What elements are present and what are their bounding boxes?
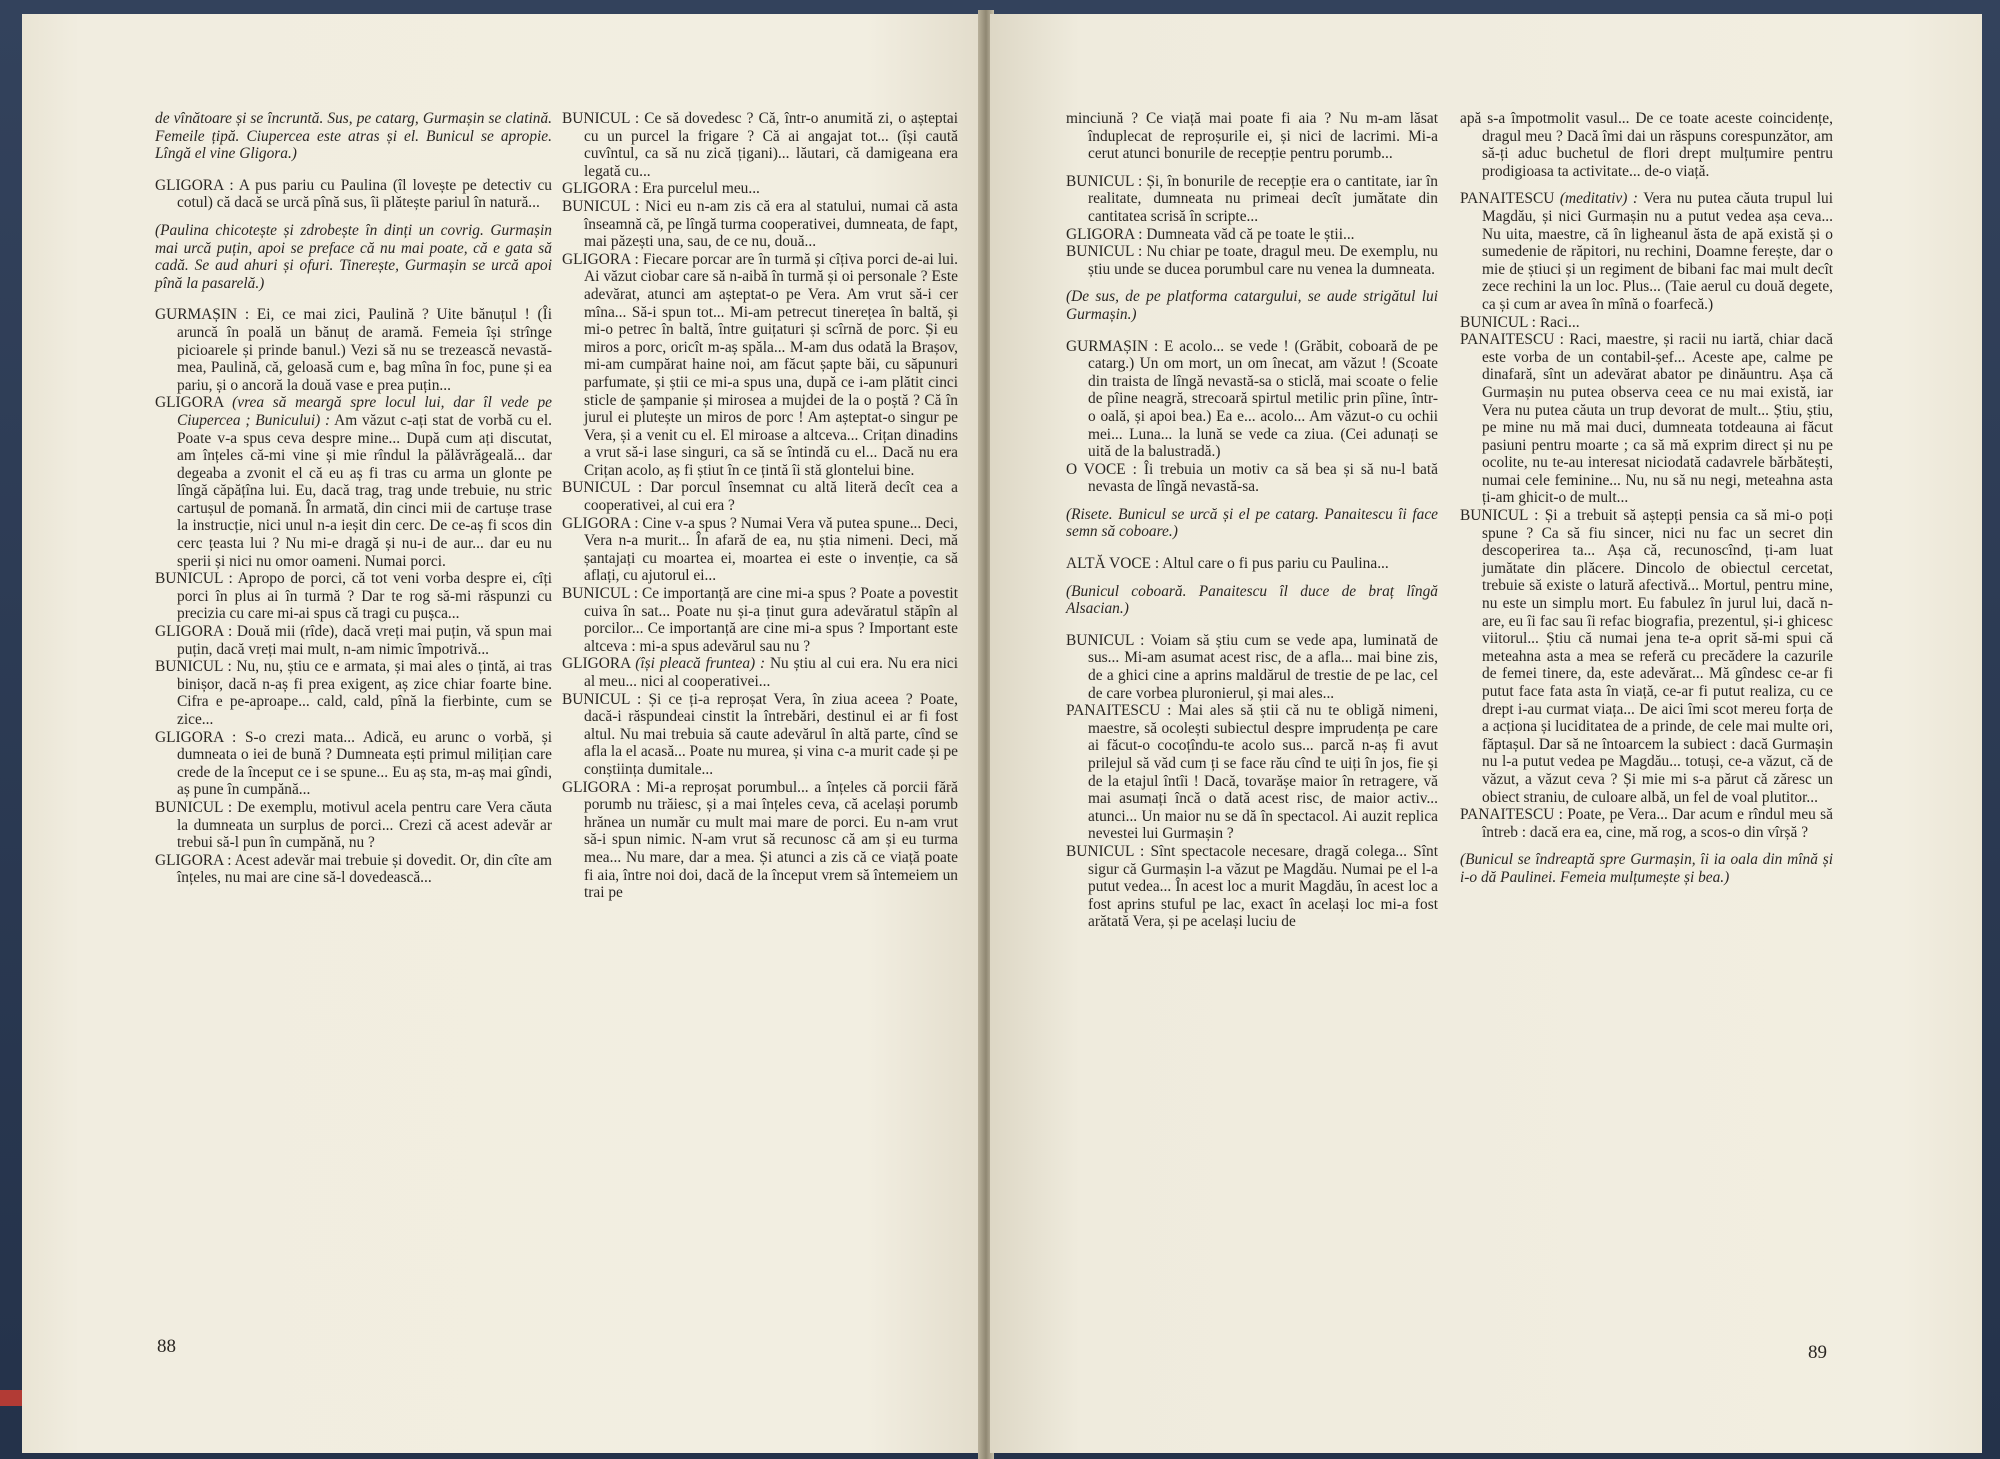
speaker-name: BUNICUL :	[1066, 172, 1143, 190]
dialogue-text: Raci...	[1539, 313, 1580, 331]
dialogue-line	[1066, 243, 1438, 278]
dialogue-line	[155, 852, 552, 887]
dialogue-line	[562, 585, 958, 655]
dialogue-line	[562, 251, 958, 480]
dialogue-text: A pus pariu cu Paulina (îl lovește pe detectiv cu cotul) că dacă se urcă pînă sus, îi plătește pariul în natură...	[177, 176, 553, 212]
dialogue-text: E acolo... se vede ! (Grăbit, coboară de pe catarg.) Un om mort, un om înecat, am văzut ! (Scoate din traista de lîngă nevastă-sa o sticlă, mai scoate o felie de pîine neagră, strecoară spirtul metilic prin pîine, într-o oală, și apoi bea.) Ea e... acolo... Am văzut-o cu ochii mei... Luna... la lună se vede ca ziua. (Cei adunați se uită de la balustradă.)	[1088, 337, 1438, 461]
stage-direction: (De sus, de pe platforma catargului, se aude strigătul lui Gurmașin.)	[1066, 288, 1438, 323]
speaker-name: BUNICUL :	[155, 658, 232, 676]
speaker-name: BUNICUL :	[562, 110, 640, 127]
dialogue-line	[155, 729, 552, 799]
dialogue-text: Și, în bonurile de recepție era o cantitate, iar în realitate, dumneata nu primeai decît jumătate din cantitatea scrisă în scripte...	[1088, 172, 1438, 225]
left-page-column-1	[155, 110, 552, 897]
dialogue-text: Acest adevăr mai trebuie și dovedit. Or, din cîte am înțeles, nu mai are cine să-l dovedească...	[177, 851, 553, 887]
speaker-name: BUNICUL :	[1066, 842, 1145, 860]
dialogue-text: Mai ales să știi că nu te obligă nimeni, maestre, să ocolești subiectul despre imprudența pe care ai făcut-o cocoțîndu-te acolo sus... parcă n-aș fi avut prilejul să văd cum ți se face rău cînd te uiți în jos, fie și de la etajul întîi ! Dacă, tovarășe maior în retragere, vă mai asumați încă o dată acest risc, de maior activ... atunci... Un maior nu se dă în spectacol. Ai auzit replica nevestei lui Gurmașin ?	[1088, 702, 1438, 843]
stage-direction: (Paulina chicotește și zdrobește în dinți un covrig. Gurmașin mai urcă puțin, apoi se preface că nu mai poate, că e gata să cadă. Se aud ahuri și ofuri. Tinerește, Gurmașin se urcă apoi pînă la pasarelă.)	[155, 221, 552, 292]
right-page	[990, 14, 1982, 1453]
speaker-name: GLIGORA	[562, 655, 631, 673]
speaker-name: BUNICUL :	[155, 798, 233, 816]
dialogue-line	[1460, 190, 1833, 313]
speaker-name: GLIGORA :	[155, 623, 233, 641]
continued-text: minciună ? Ce viață mai poate fi aia ? Nu m-am lăsat înduplecat de reproșurile ei, și nici de lacrimi. Mi-a cerut atunci bonurile de recepție pentru porumb...	[1066, 110, 1438, 163]
dialogue-line	[1460, 331, 1833, 507]
dialogue-line	[562, 779, 958, 902]
stage-direction: (Bunicul se îndreaptă spre Gurmașin, îi ia oala din mînă și i-o dă Paulinei. Femeia mulțumește și bea.)	[1460, 851, 1833, 886]
speaker-direction: (meditativ) :	[1559, 190, 1638, 208]
dialogue-line	[562, 180, 958, 198]
dialogue-line	[1066, 843, 1438, 931]
dialogue-text: Nu, nu, știu ce e armata, și mai ales o țintă, ai tras binișor, dacă n-aș fi prea exigent, aș zice chiar foarte bine. Cifra e pe-aproape... cald, cald, pînă la fierbinte, cum se zice...	[177, 658, 552, 728]
speaker-name: BUNICUL :	[562, 197, 640, 215]
dialogue-line	[562, 691, 958, 779]
dialogue-text: Îi trebuia un motiv ca să bea și să nu-l bată nevasta de lîngă nevastă-sa.	[1088, 460, 1438, 496]
dialogue-text: Două mii (rîde), dacă vreți mai puțin, vă spun mai puțin, dacă vreți mai mult, n-am nimic împotrivă...	[177, 623, 552, 658]
dialogue-text: Vera nu putea căuta trupul lui Magdău, și nici Gurmașin nu a putut vedea așa ceva... Nu uita, maestre, că în ligheanul ăsta de apă există și o sumedenie de răpitori, nu rechini, Doamne ferește, dar o mie de știuci și un regiment de bibani fac mai mult decît zece rechini la un loc. Plus... (Taie aerul cu două degete, ca și cum ar avea în mînă o foarfecă.)	[1482, 190, 1833, 313]
dialogue-text: Nici eu n-am zis că era al statului, numai că asta înseamnă că, pe lîngă turma cooperativei, dumneata, de fapt, mai păzești una, sau, de ce nu, două...	[584, 197, 958, 251]
speaker-name: GURMAȘIN :	[155, 306, 250, 324]
speaker-name: GLIGORA :	[562, 180, 639, 198]
speaker-name: BUNICUL :	[1066, 631, 1145, 649]
dialogue-text: Am văzut c-ați stat de vorbă cu el. Poate v-a spus ceva despre mine... După cum ați discutat, am înțeles că-mi vine și mie rîndul la pălăvrăgeală... dar degeaba a zvonit el că eu aș fi tras cu arma un glonte pe lîngă căpățîna lui. Eu, dacă trag, trag unde trebuie, nu stric cartușul de pomană. În armată, din cinci mii de cartușe trase la instrucție, nici unul n-a ieșit din cerc. De ce-aș fi scos din cerc țeasta lui ? Nu mi-e dragă și nu-i de aur... dar eu nu sperii și nici nu omor oameni. Numai porci.	[177, 411, 552, 570]
dialogue-text: Era purcelul meu...	[642, 180, 760, 198]
page-number-right: 89	[1808, 1342, 1827, 1363]
dialogue-text: Raci, maestre, și racii nu iartă, chiar dacă este vorba de un contabil-șef... Aceste ape, calme pe dinafară, sînt un adevărat abator pe dinăuntru. Așa că Gurmașin nu putea observa ceea ce nu mai există, iar Vera nu putea căuta un trup devorat de mult... Știu, știu, pe mine nu mă mai duci, dumneata totdeauna ai făcut pasiuni pentru moarte ; ca să mă exprim direct și nu pe ocolite, nu te-au interesat niciodată cadavrele bărbătești, numai cele feminine... Nu, nu să nu negi, meteahna asta ți-am ghicit-o de mult...	[1482, 331, 1833, 507]
dialogue-text: Mi-a reproșat porumbul... a înțeles că porcii fără porumb nu trăiesc, și a mai înțeles ceva, că același porumb hrănea un număr cu mult mai mare de porci. Eu n-am vrut să-i spun nimic. N-am vrut să recunosc că am și eu turma mea... Nu mare, dar a mea. Și atunci a zis că ce viață poate fi aia, între noi doi, dacă de la început vrem să întemeiem un trai pe	[584, 778, 958, 902]
speaker-name: GLIGORA :	[562, 778, 641, 796]
dialogue-line	[155, 306, 552, 394]
dialogue-line	[155, 177, 552, 212]
dialogue-line	[1460, 806, 1833, 841]
stage-direction: (Bunicul coboară. Panaitescu îl duce de braț lîngă Alsacian.)	[1066, 582, 1438, 618]
dialogue-text: Ce importanță are cine mi-a spus ? Poate a povestit cuiva în sat... Poate nu și-a ținut gura adevăratul stăpîn al porcilor... Ce importanță are cine mi-a spus ? Important este altceva : mi-a spus adevărul sau nu ?	[584, 585, 958, 655]
speaker-name: BUNICUL :	[562, 585, 639, 603]
speaker-name: BUNICUL :	[1066, 243, 1143, 261]
right-page-column-2	[1460, 110, 1833, 901]
speaker-name: BUNICUL :	[1460, 313, 1536, 331]
dialogue-text: Cine v-a spus ? Numai Vera vă putea spune... Deci, Vera n-a murit... În afară de ea, nu știa nimeni. Deci, mă șantajați cu moartea ei, moartea ei este o invenție, ca să aflați, cu ajutorul ei...	[584, 514, 958, 585]
speaker-name: GLIGORA :	[1066, 225, 1143, 243]
speaker-name: GLIGORA	[155, 394, 224, 412]
speaker-name: GLIGORA :	[155, 728, 237, 746]
speaker-name: PANAITESCU :	[1460, 331, 1564, 349]
speaker-name: BUNICUL :	[1460, 507, 1539, 525]
dialogue-text: Ce să dovedesc ? Că, într-o anumită zi, o așteptai cu un purcel la frigare ? Că ai angajat tot... (își caută cuvîntul, ca să nu zică țigani)... lăutari, că damigeana era legată cu...	[584, 110, 958, 180]
dialogue-text: Și ce ți-a reproșat Vera, în ziua aceea ? Poate, dacă-i răspundeai cinstit la întrebări, destinul ei ar fi fost altul. Nu mai trebuia să caute adevărul în altă parte, cînd se afla la el acasă... Poate nu murea, și vina c-a murit cade și pe conștiința dumitale...	[584, 690, 958, 778]
dialogue-text: De exemplu, motivul acela pentru care Vera căuta la dumneata un surplus de porci... Crezi că acest adevăr ar trebui să-l pun în cumpănă, nu ?	[177, 798, 552, 852]
dialogue-text: Sînt spectacole necesare, dragă colega... Sînt sigur că Gurmașin l-a văzut pe Magdău. Numai pe el l-a putut vedea... În acest loc a murit Magdău, în acest loc a fost aprins stuful pe lac, exact în același loc mi-a fost arătată Vera, și pe același luciu de	[1088, 842, 1438, 931]
dialogue-line	[1066, 461, 1438, 496]
dialogue-text: Nu știu al cui era. Nu era nici al meu... nici al cooperativei...	[584, 655, 958, 690]
speaker-name: PANAITESCU :	[1460, 806, 1563, 824]
speaker-name: BUNICUL :	[155, 570, 233, 588]
dialogue-line	[1066, 632, 1438, 702]
right-page-column-1	[1066, 110, 1438, 941]
dialogue-text: Dar porcul însemnat cu altă literă decît cea a cooperativei, al cui era ?	[584, 479, 958, 515]
dialogue-line	[1066, 555, 1438, 573]
dialogue-line	[562, 479, 958, 514]
speaker-name: GLIGORA :	[562, 250, 639, 268]
dialogue-text: Voiam să știu cum se vede apa, luminată de sus... Mi-am asumat acest risc, de a afla... mai bine zis, de a ghici cine a aprins maldărul de trestie de pe lac, cel de care vorbea pluronierul, și mai ales...	[1088, 631, 1438, 702]
dialogue-line	[1066, 173, 1438, 226]
speaker-name: GLIGORA :	[155, 176, 234, 194]
dialogue-line	[1066, 702, 1438, 843]
dialogue-line	[155, 658, 552, 728]
dialogue-line	[155, 799, 552, 852]
dialogue-text: Și a trebuit să aștepți pensia ca să mi-o poți spune ? Ca să fiu sincer, nici nu fac un secret din descoperirea ta... Așa că, recunoscînd, ți-am luat jumătate din plăcere. Dincolo de obiectul cercetat, trebuie să existe o latură afectivă... Mortul, pentru mine, nu este un simplu mort. Eu fabulez în jurul lui, dacă n-are, eu îi fac sau îi refac biografia, prezentul, și-i ghicesc viitorul... Știu că numai jena te-a oprit să-mi spui că meteahna asta a mea se referă cu precădere la cazurile de femei tinere, da, este adevărat... Mă gîndesc ce-ar fi putut face fata asta în viață, ce-ar fi putut realiza, cu ce drept i-au curmat viața... De aici îmi scot mereu forța de a acționa și luciditatea de a prinde, de cele mai multe ori, făptașul. Dar să ne întoarcem la subiect : dacă Gurmașin nu l-a putut vedea pe Magdău... totuși, ce-a văzut, că de văzut, a văzut ceva ? Și mie mi s-a părut că zăresc un obiect straniu, de culoare albă, un fel de voal plutitor...	[1482, 507, 1833, 806]
dialogue-line	[562, 198, 958, 251]
dialogue-line	[1460, 314, 1833, 332]
dialogue-text: Dumneata văd că pe toate le știi...	[1146, 225, 1355, 243]
dialogue-line	[1066, 338, 1438, 461]
speaker-name: BUNICUL :	[562, 690, 642, 708]
speaker-direction: (vrea să meargă spre locul lui, dar îl vede pe Ciupercea ; Bunicului) :	[177, 394, 552, 429]
dialogue-line	[155, 570, 552, 623]
speaker-name: GURMAȘIN :	[1066, 337, 1159, 355]
speaker-name: BUNICUL :	[562, 479, 643, 497]
dialogue-line	[1066, 226, 1438, 244]
dialogue-text: Altul care o fi pus pariu cu Paulina...	[1162, 555, 1389, 573]
dialogue-line	[1460, 507, 1833, 806]
speaker-name: ALTĂ VOCE :	[1066, 555, 1160, 573]
continued-text: apă s-a împotmolit vasul... De ce toate aceste coincidențe, dragul meu ? Dacă îmi dai un răspuns corespunzător, am să-ți aduc buchetul de flori drept mulțumire pentru prodigioasa ta activitate... de-o viață.	[1460, 110, 1833, 180]
dialogue-line	[562, 110, 958, 180]
left-page-column-2	[562, 110, 958, 912]
speaker-name: PANAITESCU	[1460, 190, 1555, 208]
dialogue-line	[155, 623, 552, 658]
dialogue-text: S-o crezi mata... Adică, eu arunc o vorbă, și dumneata o iei de bună ? Dumneata ești primul milițian care crede de la început ce i se spune... Eu aș sta, m-aș mai gîndi, aș pune în cumpănă...	[177, 728, 553, 799]
dialogue-text: Fiecare porcar are în turmă și cîțiva porci de-ai lui. Ai văzut ciobar care să n-aibă în turmă și oi personale ? Este adevărat, atunci am așteptat-o pe Vera. Am vrut să-i cer mîna... Să-i spun tot... Mi-am petrecut tinerețea în baltă, și mi-o petrec în baltă, între guițaturi și scîrnă de porc. Și eu miros a porc, oricît m-aș spăla... M-am dus odată la Brașov, mi-am cumpărat haine noi, am făcut șapte băi, cu săpunuri parfumate, și știi ce mi-a spus una, după ce i-am plătit cinci sticle de șampanie și mirosea a mujdei de la o poștă ? Că în jurul ei plutește un miros de porc ! Am așteptat-o singur pe Vera, și a venit cu el. El miroase a altceva... Crițan dinadins a vrut să-i lase singuri, ca să se întindă cu el... Dacă nu era Crițan acolo, aș fi știut în ce țintă îi stă glontelui bine.	[584, 250, 958, 479]
dialogue-line	[562, 515, 958, 585]
dialogue-text: Ei, ce mai zici, Paulină ? Uite bănuțul ! (Îi aruncă în poală un bănuț de aramă. Femeia își strînge picioarele și prinde banul.) Vezi să nu se trezească nevastă-mea, Paulină, că, geloasă cum e, bag mîna în foc, pune și ea pariu, și o ancoră la două vase e prea puțin...	[177, 306, 553, 394]
speaker-name: PANAITESCU :	[1066, 702, 1172, 720]
page-number-left: 88	[157, 1336, 176, 1357]
left-page	[22, 14, 982, 1453]
speaker-direction: (își pleacă fruntea) :	[635, 655, 766, 673]
bookmark-ribbon	[0, 1390, 24, 1406]
dialogue-line	[155, 394, 552, 570]
stage-direction: (Risete. Bunicul se urcă și el pe catarg. Panaitescu îi face semn să coboare.)	[1066, 505, 1438, 541]
speaker-name: GLIGORA :	[562, 514, 639, 532]
dialogue-text: Poate, pe Vera... Dar acum e rîndul meu să întreb : dacă era ea, cine, mă rog, a scos-o din vîrșă ?	[1482, 806, 1833, 841]
stage-direction: de vînătoare și se încruntă. Sus, pe catarg, Gurmașin se clatină. Femeile țipă. Ciupercea este atras și el. Bunicul se apropie. Lîngă el vine Gligora.)	[155, 110, 552, 163]
speaker-name: O VOCE :	[1066, 460, 1137, 478]
speaker-name: GLIGORA :	[155, 851, 232, 869]
dialogue-line	[562, 655, 958, 690]
dialogue-text: Apropo de porci, că tot veni vorba despre ei, cîți porci în plus ai în turmă ? Dar te rog să-mi răspunzi cu precizia cu care mi-ai spus că tragi cu pușca...	[177, 570, 552, 623]
dialogue-text: Nu chiar pe toate, dragul meu. De exemplu, nu știu unde se ducea porumbul care nu venea la dumneata.	[1088, 243, 1438, 278]
